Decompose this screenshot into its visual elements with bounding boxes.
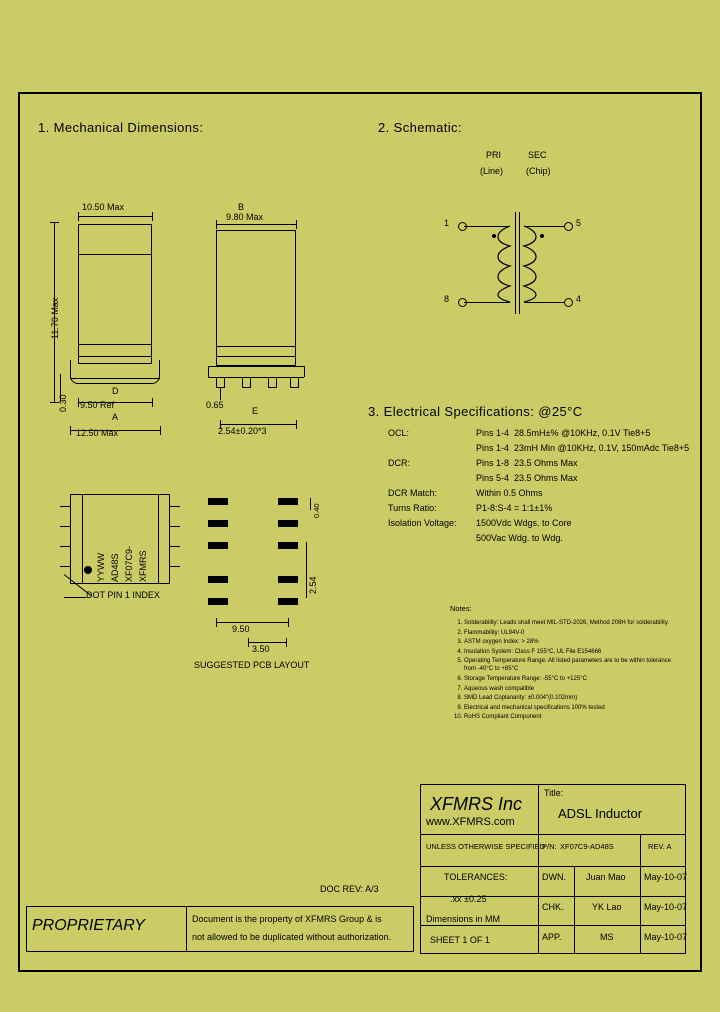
side-base-edge [304, 366, 305, 377]
note-item: 5. Operating Temperature Range: All listed parameters are to be within tolerance from -40°C to +85°C [464, 657, 680, 673]
electrical-spec-row [388, 441, 688, 456]
pcb-dim1-line [216, 622, 288, 623]
electrical-spec-value: Within 0.5 Ohms [476, 488, 543, 498]
side-E-label: E [252, 406, 259, 416]
pcb-dim2-label: 3.50 [252, 644, 270, 654]
electrical-spec-value: Pins 5-4 23.5 Ohms Max [476, 473, 578, 483]
side-body-line [216, 346, 296, 347]
role-app: APP. [542, 932, 562, 942]
tick [216, 618, 217, 627]
pn-label: P/N: [542, 842, 557, 851]
pcb-pad [278, 498, 298, 505]
pin1-lead [464, 226, 510, 227]
electrical-spec-label: Turns Ratio: [388, 503, 437, 513]
front-body-line [78, 254, 152, 255]
note-item: 8. SMD Lead Coplanarity: ±0.004"(0.102mm) [464, 694, 680, 702]
side-B-dimline [216, 224, 296, 225]
tick [248, 638, 249, 647]
side-lead-dimline [220, 388, 221, 400]
tick [152, 212, 153, 221]
top-body-line [82, 494, 83, 584]
pcb-pad [278, 598, 298, 605]
date-dwn: May-10-07 [644, 872, 688, 882]
section-3-title: 3. Electrical Specifications: @25°C [368, 404, 583, 419]
side-base-line [208, 366, 304, 367]
pin4-lead [524, 302, 564, 303]
electrical-spec-row [388, 426, 688, 441]
pri-sublabel: (Line) [480, 166, 504, 176]
top-pin [170, 566, 180, 567]
tb-line [420, 834, 686, 835]
top-pin [60, 526, 70, 527]
pcb-pad [208, 576, 228, 583]
note-item: 2. Flammability: UL94V-0 [464, 629, 680, 637]
dim-A-label: A [112, 412, 119, 422]
electrical-spec-row [388, 486, 688, 501]
note-item: 3. ASTM oxygen Index: > 28% [464, 638, 680, 646]
front-body-line [78, 356, 152, 357]
side-lead [290, 377, 299, 388]
pin4-terminal [564, 298, 573, 307]
dim-D-label: D [112, 386, 119, 396]
electrical-spec-label [388, 531, 476, 546]
section-1-title: 1. Mechanical Dimensions: [38, 120, 204, 135]
tick [70, 426, 71, 435]
top-pin [170, 506, 180, 507]
marking-line-3: AD48S [110, 553, 120, 582]
tick [152, 398, 153, 407]
electrical-spec-value: Pins 1-4 23mH Min @10KHz, 0.1V, 150mAdc Tie8+5 [476, 443, 690, 453]
front-width-label: 10.50 Max [82, 202, 125, 212]
top-pin [60, 566, 70, 567]
notes-heading: Notes: [450, 604, 472, 613]
schematic-pin-5: 5 [576, 218, 582, 228]
pin1-dot-icon [84, 566, 92, 574]
sec-label: SEC [528, 150, 547, 160]
tick [288, 618, 289, 627]
electrical-spec-value: Pins 1-4 28.5mH±% @10KHz, 0.1V Tie8+5 [476, 428, 651, 438]
core-line [515, 212, 516, 314]
tb-line [420, 925, 686, 926]
tb-line [538, 784, 539, 954]
side-base-edge [208, 366, 209, 377]
note-item: 7. Aqueous wash compatible [464, 685, 680, 693]
electrical-spec-label: OCL: [388, 428, 410, 438]
core-line [519, 212, 520, 314]
tolerances-value: .xx ±0.25 [450, 894, 487, 904]
tolerances-label: TOLERANCES: [444, 872, 508, 882]
electrical-spec-label: DCR: [388, 458, 410, 468]
pcb-pad [278, 520, 298, 527]
electrical-spec-row [388, 516, 688, 531]
note-item: 1. Solderability: Leads shall meet MIL-STD-2026, Method 208H for solderability. [464, 619, 680, 627]
pcb-layout-title: SUGGESTED PCB LAYOUT [194, 660, 310, 670]
pcb-dim3-line [306, 542, 307, 598]
electrical-spec-label: Isolation Voltage: [388, 518, 457, 528]
front-height-label: 11.70 Max [50, 297, 60, 339]
side-B-value: 9.80 Max [226, 212, 264, 222]
marking-line-1: XFMRS [138, 550, 148, 582]
pin1-terminal [458, 222, 467, 231]
top-body-line [158, 494, 159, 584]
name-dwn: Juan Mao [586, 872, 626, 882]
proprietary-label: PROPRIETARY [32, 917, 145, 934]
title-label: Title: [544, 788, 564, 798]
notes-block [450, 604, 680, 723]
pin5-terminal [564, 222, 573, 231]
electrical-spec-value: P1-8:S-4 = 1:1±1% [476, 503, 553, 513]
rev-label: REV. A [648, 842, 672, 851]
pin1-index-label: DOT PIN 1 INDEX [86, 590, 160, 600]
front-base-outline [70, 360, 160, 384]
pcb-pad [208, 498, 228, 505]
pcb-pad [278, 542, 298, 549]
front-body-outline [78, 224, 152, 364]
date-chk: May-10-07 [644, 902, 688, 912]
pin8-lead [464, 302, 510, 303]
electrical-spec-row [388, 531, 688, 546]
electrical-spec-label: DCR Match: [388, 488, 438, 498]
electrical-spec-label [388, 471, 476, 486]
electrical-spec-row [388, 456, 688, 471]
pcb-pad [208, 520, 228, 527]
dim-D-value: 9.50 Ref [80, 400, 115, 410]
side-E-value: 2.54±0.20*3 [218, 426, 267, 436]
side-lead-label: 0.65 [206, 400, 224, 410]
notes-list [450, 619, 680, 722]
side-E-dimline [220, 424, 296, 425]
tb-line [574, 866, 575, 954]
pcb-dim4-label: 0.40 [312, 503, 321, 518]
tick [216, 220, 217, 229]
side-lead [216, 377, 225, 388]
pn-value: XF07C9-AD48S [560, 842, 614, 851]
tick [160, 426, 161, 435]
pcb-pad [208, 542, 228, 549]
drawing-sheet [18, 92, 702, 972]
electrical-spec-value: 500Vac Wdg. to Wdg. [476, 533, 563, 543]
top-pin [60, 546, 70, 547]
company-website: www.XFMRS.com [426, 816, 515, 828]
section-2-title: 2. Schematic: [378, 120, 462, 135]
tick [78, 212, 79, 221]
tick [78, 398, 79, 407]
pcb-pad [278, 576, 298, 583]
side-lead [242, 377, 251, 388]
name-app: MS [600, 932, 614, 942]
pri-label: PRI [486, 150, 502, 160]
tick [286, 638, 287, 647]
lead-height-label: 0.30 [58, 394, 68, 412]
top-pin [60, 506, 70, 507]
electrical-spec-value: 1500Vdc Wdgs. to Core [476, 518, 572, 528]
company-name: XFMRS Inc [430, 794, 523, 814]
side-B-label: B [238, 202, 245, 212]
note-item: 4. Insulation System: Class F 155°C, UL File E154666 [464, 648, 680, 656]
name-chk: YK Lao [592, 902, 622, 912]
schematic-pin-1: 1 [444, 218, 450, 228]
unless-specified-label: UNLESS OTHERWISE SPECIFIED [426, 842, 546, 851]
note-item: 6. Storage Temperature Range: -55°C to +125°C [464, 675, 680, 683]
pcb-dim4-line [310, 498, 311, 510]
proprietary-divider [186, 906, 187, 952]
date-app: May-10-07 [644, 932, 688, 942]
dim-A-value: 12.50 Max [76, 428, 119, 438]
top-pin [170, 546, 180, 547]
side-lead [268, 377, 277, 388]
doc-rev: DOC REV: A/3 [320, 884, 379, 894]
pin5-lead [524, 226, 564, 227]
sec-sublabel: (Chip) [526, 166, 551, 176]
side-body-line [216, 356, 296, 357]
electrical-spec-list [388, 426, 688, 546]
title-value: ADSL Inductor [558, 806, 643, 821]
front-width-dimline [78, 216, 152, 217]
sheet-label: SHEET 1 OF 1 [430, 935, 490, 945]
pcb-dim1-label: 9.50 [232, 624, 250, 634]
tick [296, 420, 297, 429]
electrical-spec-row [388, 471, 688, 486]
pin8-terminal [458, 298, 467, 307]
tick [296, 220, 297, 229]
polarity-dot [492, 234, 496, 238]
electrical-spec-row [388, 501, 688, 516]
front-base-line [70, 378, 160, 379]
schematic-pin-4: 4 [576, 294, 582, 304]
pcb-pad [208, 598, 228, 605]
top-pin [170, 526, 180, 527]
note-item: 10. RoHS Compliant Component [464, 713, 680, 721]
tick [50, 222, 59, 223]
tb-line [640, 834, 641, 954]
note-item: 9. Electrical and mechanical specifications 100% tested [464, 704, 680, 712]
polarity-dot [540, 234, 544, 238]
role-dwn: DWN. [542, 872, 566, 882]
electrical-spec-label [388, 441, 476, 456]
proprietary-line-2: not allowed to be duplicated without authorization. [192, 932, 392, 942]
tb-line [420, 866, 686, 867]
pcb-dim2-line [248, 642, 286, 643]
schematic-pin-8: 8 [444, 294, 450, 304]
marking-line-2: XF07C9- [124, 545, 134, 582]
dimensions-label: Dimensions in MM [426, 914, 501, 924]
pcb-dim3-label: 2.54 [308, 576, 318, 594]
proprietary-line-1: Document is the property of XFMRS Group & is [192, 914, 382, 924]
pin1-leader-line [64, 597, 86, 598]
marking-line-4: YYWW [96, 553, 106, 582]
role-chk: CHK. [542, 902, 564, 912]
electrical-spec-value: Pins 1-8 23.5 Ohms Max [476, 458, 578, 468]
front-body-line [78, 344, 152, 345]
